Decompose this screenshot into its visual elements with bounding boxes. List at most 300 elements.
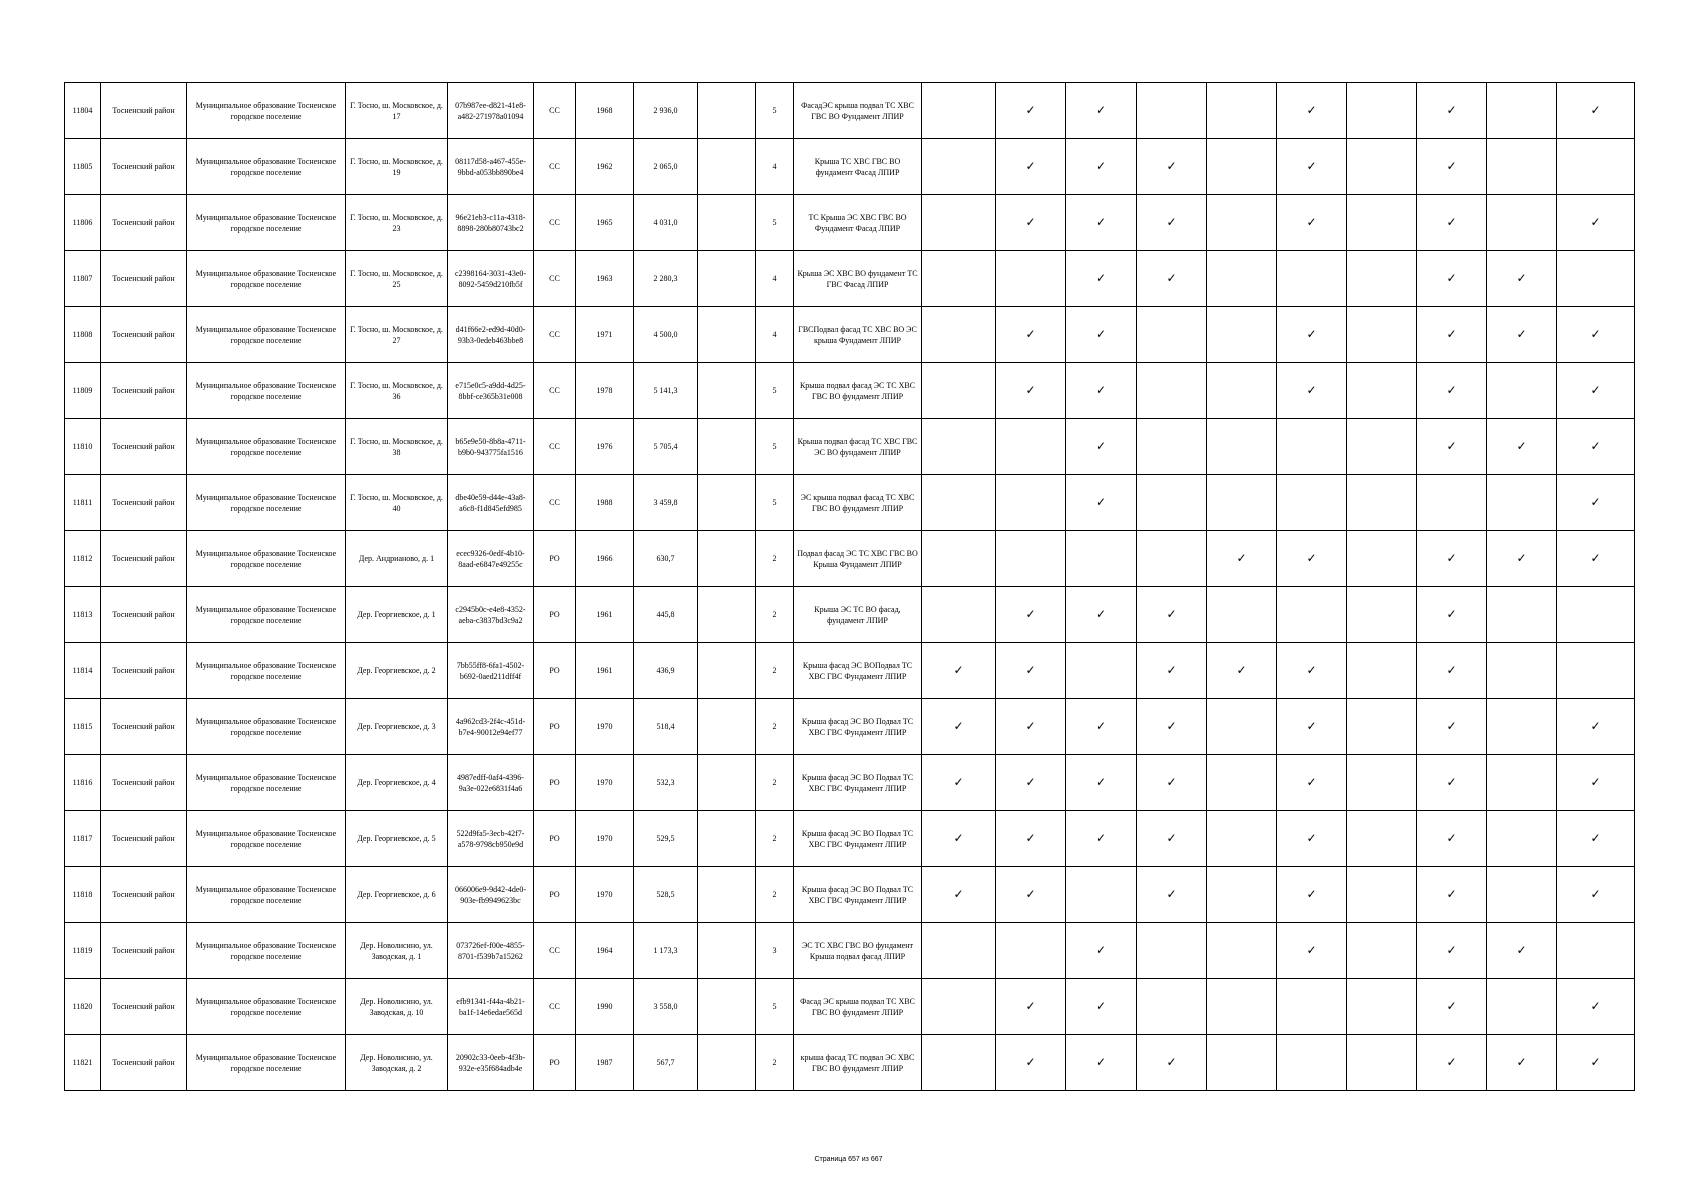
address-cell: Г. Тосно, ш. Московское, д. 27: [346, 307, 448, 363]
checkmark-icon: ✓: [1590, 719, 1601, 733]
checkmark-icon: ✓: [1095, 383, 1107, 397]
district-cell: Тосненский район: [101, 699, 187, 755]
district-cell: Тосненский район: [101, 531, 187, 587]
checkmark-icon: ✓: [1446, 215, 1457, 229]
work-check-cell: [1277, 363, 1347, 419]
checkmark-icon: ✓: [1025, 607, 1036, 621]
work-check-cell: [996, 363, 1066, 419]
work-check-cell: [1277, 923, 1347, 979]
area-cell: 436,9: [634, 643, 698, 699]
work-check-cell: [1557, 307, 1635, 363]
municipality-cell: Муниципальное образование Тосненское городское поселение: [187, 811, 346, 867]
checkmark-icon: ✓: [1306, 327, 1317, 341]
floors-cell: 5: [756, 475, 794, 531]
work-check-cell: [1557, 139, 1635, 195]
empty-cell: [698, 195, 756, 251]
row-number: 11815: [65, 699, 101, 755]
row-number: 11807: [65, 251, 101, 307]
work-check-cell: [1277, 251, 1347, 307]
checkmark-icon: ✓: [1516, 327, 1527, 341]
work-check-cell: [922, 811, 996, 867]
checkmark-icon: ✓: [1590, 327, 1601, 341]
empty-cell: [698, 475, 756, 531]
work-check-cell: [1557, 923, 1635, 979]
works-cell: Крыша ЭС ХВС ВО фундамент ТС ГВС Фасад ЛПИР: [794, 251, 922, 307]
work-check-cell: [1347, 811, 1417, 867]
ownership-cell: РО: [534, 755, 576, 811]
work-check-cell: [1277, 195, 1347, 251]
address-cell: Дер. Георгиевское, д. 6: [346, 867, 448, 923]
area-cell: 5 705,4: [634, 419, 698, 475]
row-number: 11813: [65, 587, 101, 643]
municipality-cell: Муниципальное образование Тосненское городское поселение: [187, 755, 346, 811]
checkmark-icon: ✓: [1095, 159, 1107, 173]
work-check-cell: [996, 979, 1066, 1035]
row-number: 11806: [65, 195, 101, 251]
work-check-cell: [1347, 139, 1417, 195]
work-check-cell: [1277, 83, 1347, 139]
checkmark-icon: ✓: [1446, 663, 1457, 677]
work-check-cell: [1487, 1035, 1557, 1091]
checkmark-icon: ✓: [1590, 383, 1601, 397]
work-check-cell: [1347, 307, 1417, 363]
work-check-cell: [996, 755, 1066, 811]
row-number: 11809: [65, 363, 101, 419]
table-row: [65, 531, 1635, 587]
district-cell: Тосненский район: [101, 755, 187, 811]
row-number: 11817: [65, 811, 101, 867]
floors-cell: 4: [756, 307, 794, 363]
works-cell: Крыша фасад ЭС ВО Подвал ТС ХВС ГВС Фундамент ЛПИР: [794, 699, 922, 755]
works-cell: ТС Крыша ЭС ХВС ГВС ВО Фундамент Фасад ЛПИР: [794, 195, 922, 251]
work-check-cell: [1557, 643, 1635, 699]
guid-cell: 073726ef-f00e-4855-8701-f539b7a15262: [448, 923, 534, 979]
empty-cell: [698, 811, 756, 867]
work-check-cell: [922, 643, 996, 699]
checkmark-icon: ✓: [1306, 663, 1317, 677]
row-number: 11811: [65, 475, 101, 531]
work-check-cell: [1557, 83, 1635, 139]
works-cell: Фасад ЭС крыша подвал ТС ХВС ГВС ВО фундамент ЛПИР: [794, 979, 922, 1035]
floors-cell: 5: [756, 363, 794, 419]
work-check-cell: [1487, 307, 1557, 363]
checkmark-icon: ✓: [1166, 215, 1177, 229]
work-check-cell: [1137, 1035, 1207, 1091]
checkmark-icon: ✓: [1095, 999, 1107, 1013]
work-check-cell: [996, 699, 1066, 755]
work-check-cell: [1557, 811, 1635, 867]
year-built-cell: 1962: [576, 139, 634, 195]
table-row: [65, 587, 1635, 643]
work-check-cell: [1066, 251, 1137, 307]
checkmark-icon: ✓: [1306, 551, 1317, 565]
work-check-cell: [1557, 1035, 1635, 1091]
work-check-cell: [996, 83, 1066, 139]
checkmark-icon: ✓: [1446, 271, 1457, 285]
guid-cell: d41f66e2-ed9d-40d0-93b3-0edeb463bbe8: [448, 307, 534, 363]
floors-cell: 2: [756, 755, 794, 811]
table-row: [65, 1035, 1635, 1091]
work-check-cell: [1066, 475, 1137, 531]
work-check-cell: [996, 531, 1066, 587]
work-check-cell: [1207, 83, 1277, 139]
checkmark-icon: ✓: [1590, 887, 1601, 901]
work-check-cell: [1066, 531, 1137, 587]
floors-cell: 2: [756, 531, 794, 587]
work-check-cell: [1347, 531, 1417, 587]
work-check-cell: [1066, 979, 1137, 1035]
work-check-cell: [1347, 867, 1417, 923]
checkmark-icon: ✓: [1025, 1055, 1036, 1069]
year-built-cell: 1966: [576, 531, 634, 587]
municipality-cell: Муниципальное образование Тосненское городское поселение: [187, 419, 346, 475]
work-check-cell: [1137, 923, 1207, 979]
work-check-cell: [1277, 419, 1347, 475]
work-check-cell: [1277, 139, 1347, 195]
guid-cell: b65e9e50-8b8a-4711-b9b0-943775fa1516: [448, 419, 534, 475]
work-check-cell: [1066, 643, 1137, 699]
works-cell: Подвал фасад ЭС ТС ХВС ГВС ВО Крыша Фундамент ЛПИР: [794, 531, 922, 587]
floors-cell: 2: [756, 867, 794, 923]
ownership-cell: СС: [534, 475, 576, 531]
guid-cell: 07b987ee-d821-41e8-a482-271978a01094: [448, 83, 534, 139]
empty-cell: [698, 1035, 756, 1091]
area-cell: 529,5: [634, 811, 698, 867]
area-cell: 2 065,0: [634, 139, 698, 195]
guid-cell: 08117d58-a467-455e-9bbd-a053bb890be4: [448, 139, 534, 195]
work-check-cell: [1066, 867, 1137, 923]
work-check-cell: [1417, 699, 1487, 755]
address-cell: Г. Тосно, ш. Московское, д. 38: [346, 419, 448, 475]
work-check-cell: [922, 755, 996, 811]
work-check-cell: [1557, 531, 1635, 587]
works-cell: ЭС ТС ХВС ГВС ВО фундамент Крыша подвал фасад ЛПИР: [794, 923, 922, 979]
ownership-cell: СС: [534, 363, 576, 419]
checkmark-icon: ✓: [1025, 831, 1036, 845]
work-check-cell: [1557, 475, 1635, 531]
ownership-cell: РО: [534, 531, 576, 587]
work-check-cell: [1487, 699, 1557, 755]
work-check-cell: [1277, 867, 1347, 923]
works-cell: крыша фасад ТС подвал ЭС ХВС ГВС ВО фундамент ЛПИР: [794, 1035, 922, 1091]
row-number: 11814: [65, 643, 101, 699]
work-check-cell: [996, 811, 1066, 867]
address-cell: Дер. Георгиевское, д. 3: [346, 699, 448, 755]
checkmark-icon: ✓: [1590, 831, 1601, 845]
area-cell: 4 031,0: [634, 195, 698, 251]
checkmark-icon: ✓: [1590, 103, 1601, 117]
work-check-cell: [1487, 475, 1557, 531]
area-cell: 4 500,0: [634, 307, 698, 363]
work-check-cell: [922, 1035, 996, 1091]
work-check-cell: [1487, 83, 1557, 139]
work-check-cell: [922, 979, 996, 1035]
checkmark-icon: ✓: [1095, 327, 1107, 341]
ownership-cell: СС: [534, 419, 576, 475]
year-built-cell: 1964: [576, 923, 634, 979]
work-check-cell: [1207, 251, 1277, 307]
work-check-cell: [996, 475, 1066, 531]
work-check-cell: [1487, 587, 1557, 643]
checkmark-icon: ✓: [1306, 887, 1317, 901]
work-check-cell: [1277, 531, 1347, 587]
empty-cell: [698, 979, 756, 1035]
empty-cell: [698, 923, 756, 979]
work-check-cell: [1277, 307, 1347, 363]
district-cell: Тосненский район: [101, 587, 187, 643]
row-number: 11805: [65, 139, 101, 195]
row-number: 11810: [65, 419, 101, 475]
work-check-cell: [996, 923, 1066, 979]
checkmark-icon: ✓: [1446, 551, 1457, 565]
works-cell: Крыша ЭС ТС ВО фасад, фундамент ЛПИР: [794, 587, 922, 643]
works-cell: Крыша подвал фасад ТС ХВС ГВС ЭС ВО фундамент ЛПИР: [794, 419, 922, 475]
work-check-cell: [1207, 867, 1277, 923]
checkmark-icon: ✓: [1446, 719, 1457, 733]
work-check-cell: [1417, 139, 1487, 195]
ownership-cell: РО: [534, 867, 576, 923]
year-built-cell: 1963: [576, 251, 634, 307]
table-row: [65, 811, 1635, 867]
work-check-cell: [922, 307, 996, 363]
work-check-cell: [1137, 699, 1207, 755]
works-cell: Крыша подвал фасад ЭС ТС ХВС ГВС ВО фундамент ЛПИР: [794, 363, 922, 419]
work-check-cell: [1207, 139, 1277, 195]
year-built-cell: 1971: [576, 307, 634, 363]
table-row: [65, 363, 1635, 419]
work-check-cell: [1137, 307, 1207, 363]
work-check-cell: [1207, 307, 1277, 363]
work-check-cell: [1066, 419, 1137, 475]
guid-cell: c2398164-3031-43e0-8092-5459d210fb5f: [448, 251, 534, 307]
work-check-cell: [1557, 699, 1635, 755]
empty-cell: [698, 867, 756, 923]
work-check-cell: [1347, 475, 1417, 531]
area-cell: 528,5: [634, 867, 698, 923]
work-check-cell: [996, 643, 1066, 699]
checkmark-icon: ✓: [1446, 439, 1457, 453]
work-check-cell: [1347, 587, 1417, 643]
floors-cell: 2: [756, 587, 794, 643]
empty-cell: [698, 83, 756, 139]
work-check-cell: [1137, 475, 1207, 531]
address-cell: Г. Тосно, ш. Московское, д. 17: [346, 83, 448, 139]
works-cell: Крыша ТС ХВС ГВС ВО фундамент Фасад ЛПИР: [794, 139, 922, 195]
year-built-cell: 1978: [576, 363, 634, 419]
floors-cell: 2: [756, 811, 794, 867]
checkmark-icon: ✓: [1306, 775, 1317, 789]
checkmark-icon: ✓: [1095, 719, 1107, 733]
works-cell: ЭС крыша подвал фасад ТС ХВС ГВС ВО фундамент ЛПИР: [794, 475, 922, 531]
checkmark-icon: ✓: [1306, 719, 1317, 733]
work-check-cell: [922, 531, 996, 587]
work-check-cell: [1417, 643, 1487, 699]
ownership-cell: СС: [534, 139, 576, 195]
checkmark-icon: ✓: [1306, 383, 1317, 397]
checkmark-icon: ✓: [953, 719, 964, 733]
work-check-cell: [1277, 699, 1347, 755]
work-check-cell: [1137, 531, 1207, 587]
guid-cell: c2945b0c-e4e8-4352-aeba-c3837bd3c9a2: [448, 587, 534, 643]
checkmark-icon: ✓: [1236, 551, 1247, 565]
work-check-cell: [1066, 363, 1137, 419]
municipality-cell: Муниципальное образование Тосненское городское поселение: [187, 867, 346, 923]
guid-cell: 522d9fa5-3ecb-42f7-a578-9798cb950e9d: [448, 811, 534, 867]
work-check-cell: [1066, 811, 1137, 867]
checkmark-icon: ✓: [1025, 159, 1036, 173]
work-check-cell: [1557, 587, 1635, 643]
checkmark-icon: ✓: [1516, 271, 1527, 285]
empty-cell: [698, 587, 756, 643]
work-check-cell: [996, 307, 1066, 363]
district-cell: Тосненский район: [101, 195, 187, 251]
work-check-cell: [996, 587, 1066, 643]
year-built-cell: 1988: [576, 475, 634, 531]
checkmark-icon: ✓: [1095, 271, 1107, 285]
address-cell: Г. Тосно, ш. Московское, д. 25: [346, 251, 448, 307]
area-cell: 3 558,0: [634, 979, 698, 1035]
municipality-cell: Муниципальное образование Тосненское городское поселение: [187, 83, 346, 139]
work-check-cell: [1417, 755, 1487, 811]
housing-table: [64, 82, 1635, 1091]
empty-cell: [698, 307, 756, 363]
empty-cell: [698, 363, 756, 419]
checkmark-icon: ✓: [1446, 887, 1457, 901]
area-cell: 2 936,0: [634, 83, 698, 139]
address-cell: Дер. Георгиевское, д. 4: [346, 755, 448, 811]
checkmark-icon: ✓: [1306, 215, 1317, 229]
work-check-cell: [1207, 1035, 1277, 1091]
floors-cell: 5: [756, 195, 794, 251]
checkmark-icon: ✓: [1590, 775, 1601, 789]
checkmark-icon: ✓: [1025, 103, 1036, 117]
checkmark-icon: ✓: [1236, 663, 1247, 677]
work-check-cell: [1277, 587, 1347, 643]
work-check-cell: [1137, 419, 1207, 475]
work-check-cell: [1347, 251, 1417, 307]
checkmark-icon: ✓: [1590, 999, 1601, 1013]
work-check-cell: [1207, 587, 1277, 643]
work-check-cell: [1066, 923, 1137, 979]
district-cell: Тосненский район: [101, 923, 187, 979]
table-row: [65, 419, 1635, 475]
checkmark-icon: ✓: [1166, 775, 1177, 789]
work-check-cell: [1417, 1035, 1487, 1091]
work-check-cell: [1137, 139, 1207, 195]
address-cell: Дер. Новолисино, ул. Заводская, д. 10: [346, 979, 448, 1035]
work-check-cell: [1137, 195, 1207, 251]
work-check-cell: [1207, 699, 1277, 755]
work-check-cell: [1277, 755, 1347, 811]
work-check-cell: [1487, 195, 1557, 251]
checkmark-icon: ✓: [1095, 439, 1107, 453]
guid-cell: 20902c33-0eeb-4f3b-932e-e35f684adb4e: [448, 1035, 534, 1091]
checkmark-icon: ✓: [1516, 1055, 1527, 1069]
checkmark-icon: ✓: [1166, 1055, 1177, 1069]
checkmark-icon: ✓: [1446, 999, 1457, 1013]
work-check-cell: [1487, 811, 1557, 867]
work-check-cell: [922, 363, 996, 419]
work-check-cell: [1417, 811, 1487, 867]
work-check-cell: [922, 699, 996, 755]
district-cell: Тосненский район: [101, 867, 187, 923]
district-cell: Тосненский район: [101, 811, 187, 867]
table-row: [65, 643, 1635, 699]
work-check-cell: [1137, 251, 1207, 307]
row-number: 11812: [65, 531, 101, 587]
floors-cell: 4: [756, 251, 794, 307]
checkmark-icon: ✓: [1095, 1055, 1107, 1069]
work-check-cell: [1417, 867, 1487, 923]
work-check-cell: [1207, 755, 1277, 811]
municipality-cell: Муниципальное образование Тосненское городское поселение: [187, 307, 346, 363]
guid-cell: 4987edff-0af4-4396-9a3e-022e6831f4a6: [448, 755, 534, 811]
floors-cell: 3: [756, 923, 794, 979]
work-check-cell: [1487, 251, 1557, 307]
guid-cell: 96e21eb3-c11a-4318-8898-280b80743bc2: [448, 195, 534, 251]
floors-cell: 5: [756, 83, 794, 139]
checkmark-icon: ✓: [1025, 663, 1036, 677]
checkmark-icon: ✓: [1590, 215, 1601, 229]
floors-cell: 2: [756, 1035, 794, 1091]
municipality-cell: Муниципальное образование Тосненское городское поселение: [187, 251, 346, 307]
row-number: 11821: [65, 1035, 101, 1091]
work-check-cell: [1347, 643, 1417, 699]
table-row: [65, 251, 1635, 307]
guid-cell: 066006e9-9d42-4de0-903e-fb9949623bc: [448, 867, 534, 923]
year-built-cell: 1961: [576, 587, 634, 643]
works-cell: Крыша фасад ЭС ВО Подвал ТС ХВС ГВС Фундамент ЛПИР: [794, 867, 922, 923]
works-cell: ГВСПодвал фасад ТС ХВС ВО ЭС крыша Фундамент ЛПИР: [794, 307, 922, 363]
checkmark-icon: ✓: [1446, 103, 1457, 117]
work-check-cell: [922, 251, 996, 307]
work-check-cell: [1066, 1035, 1137, 1091]
ownership-cell: СС: [534, 979, 576, 1035]
work-check-cell: [1487, 363, 1557, 419]
work-check-cell: [1487, 643, 1557, 699]
work-check-cell: [1557, 979, 1635, 1035]
checkmark-icon: ✓: [1095, 775, 1107, 789]
work-check-cell: [922, 867, 996, 923]
work-check-cell: [996, 419, 1066, 475]
checkmark-icon: ✓: [1166, 663, 1177, 677]
checkmark-icon: ✓: [1095, 103, 1107, 117]
district-cell: Тосненский район: [101, 251, 187, 307]
checkmark-icon: ✓: [1446, 159, 1457, 173]
ownership-cell: РО: [534, 643, 576, 699]
checkmark-icon: ✓: [1446, 383, 1457, 397]
work-check-cell: [922, 923, 996, 979]
checkmark-icon: ✓: [1095, 607, 1107, 621]
ownership-cell: СС: [534, 251, 576, 307]
checkmark-icon: ✓: [1095, 943, 1107, 957]
work-check-cell: [1417, 251, 1487, 307]
checkmark-icon: ✓: [1095, 831, 1107, 845]
address-cell: Дер. Георгиевское, д. 1: [346, 587, 448, 643]
area-cell: 5 141,3: [634, 363, 698, 419]
checkmark-icon: ✓: [1306, 159, 1317, 173]
checkmark-icon: ✓: [1446, 1055, 1457, 1069]
municipality-cell: Муниципальное образование Тосненское городское поселение: [187, 139, 346, 195]
year-built-cell: 1987: [576, 1035, 634, 1091]
district-cell: Тосненский район: [101, 83, 187, 139]
address-cell: Дер. Новолисино, ул. Заводская, д. 1: [346, 923, 448, 979]
work-check-cell: [1137, 587, 1207, 643]
table-row: [65, 83, 1635, 139]
housing-table-body: [65, 83, 1635, 1091]
district-cell: Тосненский район: [101, 363, 187, 419]
checkmark-icon: ✓: [1446, 607, 1457, 621]
